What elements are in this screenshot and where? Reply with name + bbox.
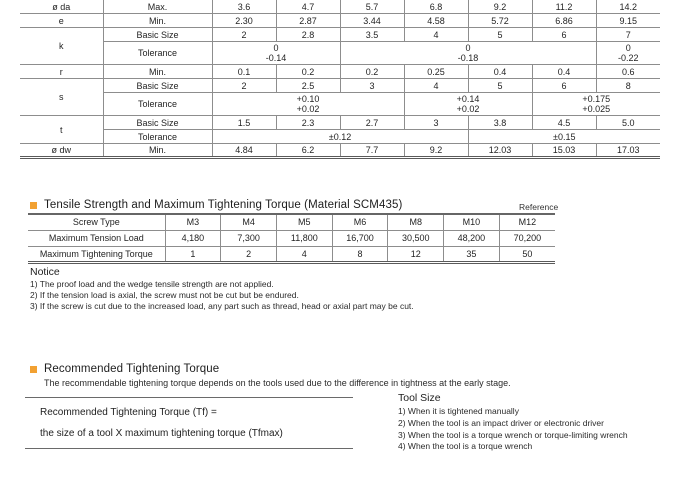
table-row	[20, 79, 660, 93]
torque-value-cell: 70,200	[499, 230, 555, 246]
table-row	[20, 116, 660, 130]
dimension-value-cell: 2.5	[276, 79, 340, 93]
table-row	[28, 214, 555, 230]
dimension-value-cell: 11.2	[532, 0, 596, 14]
dimension-value-cell: 6	[532, 28, 596, 42]
dimension-sublabel-cell: Min.	[103, 65, 212, 79]
dimension-value-cell: 6.8	[404, 0, 468, 14]
torque-value-cell: 4,180	[165, 230, 221, 246]
dimension-sublabel-cell: Tolerance	[103, 130, 212, 144]
torque-value-cell: M10	[444, 214, 500, 230]
notice-item: 1) The proof load and the wedge tensile strength are not applied.	[30, 279, 274, 289]
dimension-value-cell: ±0.15	[468, 130, 660, 144]
dimension-spec-table	[20, 0, 660, 159]
dimension-value-cell: 12.03	[468, 144, 532, 158]
tool-size-item: 4) When the tool is a torque wrench	[398, 441, 533, 452]
dimension-value-cell: 0.4	[532, 65, 596, 79]
dimension-value-cell: 4	[404, 79, 468, 93]
table-row	[20, 130, 660, 144]
dimension-value-cell: 9.2	[404, 144, 468, 158]
dimension-value-cell: 2.7	[340, 116, 404, 130]
notice-list	[30, 279, 510, 312]
dimension-value-cell: 2.30	[212, 14, 276, 28]
notice-title: Notice	[30, 266, 60, 278]
torque-value-cell: 16,700	[332, 230, 388, 246]
torque-value-cell: 1	[165, 246, 221, 262]
dimension-value-cell: 2	[212, 79, 276, 93]
table-row	[20, 0, 660, 14]
table-row	[28, 230, 555, 246]
torque-value-cell: 7,300	[221, 230, 277, 246]
dimension-value-cell: 2.8	[276, 28, 340, 42]
torque-row-label-cell: Maximum Tension Load	[28, 230, 165, 246]
table-row	[28, 246, 555, 262]
recommended-section-title: Recommended Tightening Torque	[44, 363, 220, 375]
table-row	[20, 14, 660, 28]
dimension-value-cell: 5.0	[596, 116, 660, 130]
notice-item: 3) If the screw is cut due to the increased load, any part such as thread, head or axial part may be cut.	[30, 301, 414, 311]
reference-label: Reference	[519, 202, 559, 212]
dimension-symbol-cell: k	[20, 28, 103, 65]
notice-block	[30, 266, 510, 312]
dimension-value-cell: 3.5	[340, 28, 404, 42]
table-row	[20, 93, 660, 116]
tool-size-block	[398, 392, 668, 453]
dimension-symbol-cell: ø dw	[20, 144, 103, 158]
dimension-value-cell: 8	[596, 79, 660, 93]
tool-size-item: 2) When the tool is an impact driver or electronic driver	[398, 417, 604, 428]
dimension-value-cell: 3.44	[340, 14, 404, 28]
torque-value-cell: M12	[499, 214, 555, 230]
dimension-value-cell: 0.2	[276, 65, 340, 79]
dimension-value-cell: 17.03	[596, 144, 660, 158]
dimension-symbol-cell: e	[20, 14, 103, 28]
section-bullet-icon	[30, 366, 37, 373]
torque-table	[28, 213, 555, 264]
dimension-value-cell: 0.1	[212, 65, 276, 79]
torque-row-label-cell: Maximum Tightening Torque	[28, 246, 165, 262]
dimension-value-cell: 5	[468, 28, 532, 42]
dimension-value-cell: 6.2	[276, 144, 340, 158]
dimension-value-cell: 3.6	[212, 0, 276, 14]
dimension-sublabel-cell: Basic Size	[103, 79, 212, 93]
dimension-value-cell: 5.7	[340, 0, 404, 14]
dimension-value-cell: 2	[212, 28, 276, 42]
torque-value-cell: M4	[221, 214, 277, 230]
torque-value-cell: M3	[165, 214, 221, 230]
dimension-sublabel-cell: Basic Size	[103, 28, 212, 42]
tensile-section-title: Tensile Strength and Maximum Tightening Torque (Material SCM435)	[44, 199, 403, 211]
torque-value-cell: 30,500	[388, 230, 444, 246]
tool-size-title: Tool Size	[398, 392, 441, 404]
notice-item: 2) If the tension load is axial, the screw must not be cut but be endured.	[30, 290, 299, 300]
torque-value-cell: 2	[221, 246, 277, 262]
dimension-sublabel-cell: Tolerance	[103, 42, 212, 65]
dimension-value-cell: 0.2	[340, 65, 404, 79]
tool-size-list	[398, 406, 668, 453]
dimension-symbol-cell: t	[20, 116, 103, 144]
dimension-value-cell: 2.87	[276, 14, 340, 28]
dimension-value-cell: ±0.12	[212, 130, 468, 144]
dimension-symbol-cell: ø da	[20, 0, 103, 14]
dimension-value-cell: 6.86	[532, 14, 596, 28]
dimension-sublabel-cell: Min.	[103, 14, 212, 28]
dimension-value-cell: 7.7	[340, 144, 404, 158]
dimension-value-cell: 3	[340, 79, 404, 93]
dimension-value-cell: 5	[468, 79, 532, 93]
tensile-section-heading	[30, 199, 402, 211]
torque-value-cell: 4	[276, 246, 332, 262]
dimension-value-cell: 0.4	[468, 65, 532, 79]
dimension-value-cell: 0 -0.14	[212, 42, 340, 65]
section-bullet-icon	[30, 202, 37, 209]
dimension-value-cell: +0.10 +0.02	[212, 93, 404, 116]
torque-value-cell: 8	[332, 246, 388, 262]
dimension-value-cell: 15.03	[532, 144, 596, 158]
torque-value-cell: 48,200	[444, 230, 500, 246]
torque-value-cell: 11,800	[276, 230, 332, 246]
dimension-value-cell: +0.175 +0.025	[532, 93, 660, 116]
dimension-value-cell: 14.2	[596, 0, 660, 14]
dimension-value-cell: 9.2	[468, 0, 532, 14]
dimension-value-cell: +0.14 +0.02	[404, 93, 532, 116]
dimension-symbol-cell: s	[20, 79, 103, 116]
table-row	[20, 42, 660, 65]
dimension-value-cell: 4.84	[212, 144, 276, 158]
dimension-value-cell: 3.8	[468, 116, 532, 130]
dimension-value-cell: 4	[404, 28, 468, 42]
dimension-value-cell: 6	[532, 79, 596, 93]
table-row	[20, 28, 660, 42]
formula-box	[25, 397, 353, 449]
dimension-value-cell: 4.7	[276, 0, 340, 14]
dimension-sublabel-cell: Max.	[103, 0, 212, 14]
dimension-value-cell: 0.25	[404, 65, 468, 79]
dimension-value-cell: 9.15	[596, 14, 660, 28]
tool-size-item: 1) When it is tightened manually	[398, 406, 519, 416]
dimension-value-cell: 0 -0.22	[596, 42, 660, 65]
torque-value-cell: 50	[499, 246, 555, 262]
torque-value-cell: M6	[332, 214, 388, 230]
torque-value-cell: M5	[276, 214, 332, 230]
recommended-section-heading	[30, 363, 219, 375]
tool-size-item: 3) When the tool is a torque wrench or torque-limiting wrench	[398, 429, 628, 440]
dimension-sublabel-cell: Min.	[103, 144, 212, 158]
dimension-sublabel-cell: Tolerance	[103, 93, 212, 116]
dimension-value-cell: 7	[596, 28, 660, 42]
dimension-sublabel-cell: Basic Size	[103, 116, 212, 130]
recommended-subtext: The recommendable tightening torque depends on the tools used due to the difference in tightness at the early stage.	[44, 378, 511, 388]
dimension-value-cell: 0 -0.18	[340, 42, 596, 65]
table-row	[20, 65, 660, 79]
torque-value-cell: M8	[388, 214, 444, 230]
dimension-value-cell: 5.72	[468, 14, 532, 28]
dimension-value-cell: 2.3	[276, 116, 340, 130]
formula-line-2: the size of a tool X maximum tightening torque (Tfmax)	[40, 427, 283, 439]
table-row	[20, 144, 660, 158]
dimension-value-cell: 3	[404, 116, 468, 130]
formula-line-1: Recommended Tightening Torque (Tf) =	[40, 407, 217, 419]
dimension-value-cell: 0.6	[596, 65, 660, 79]
torque-value-cell: 35	[444, 246, 500, 262]
dimension-symbol-cell: r	[20, 65, 103, 79]
dimension-value-cell: 4.5	[532, 116, 596, 130]
torque-value-cell: 12	[388, 246, 444, 262]
dimension-value-cell: 1.5	[212, 116, 276, 130]
torque-row-label-cell: Screw Type	[28, 214, 165, 230]
dimension-value-cell: 4.58	[404, 14, 468, 28]
